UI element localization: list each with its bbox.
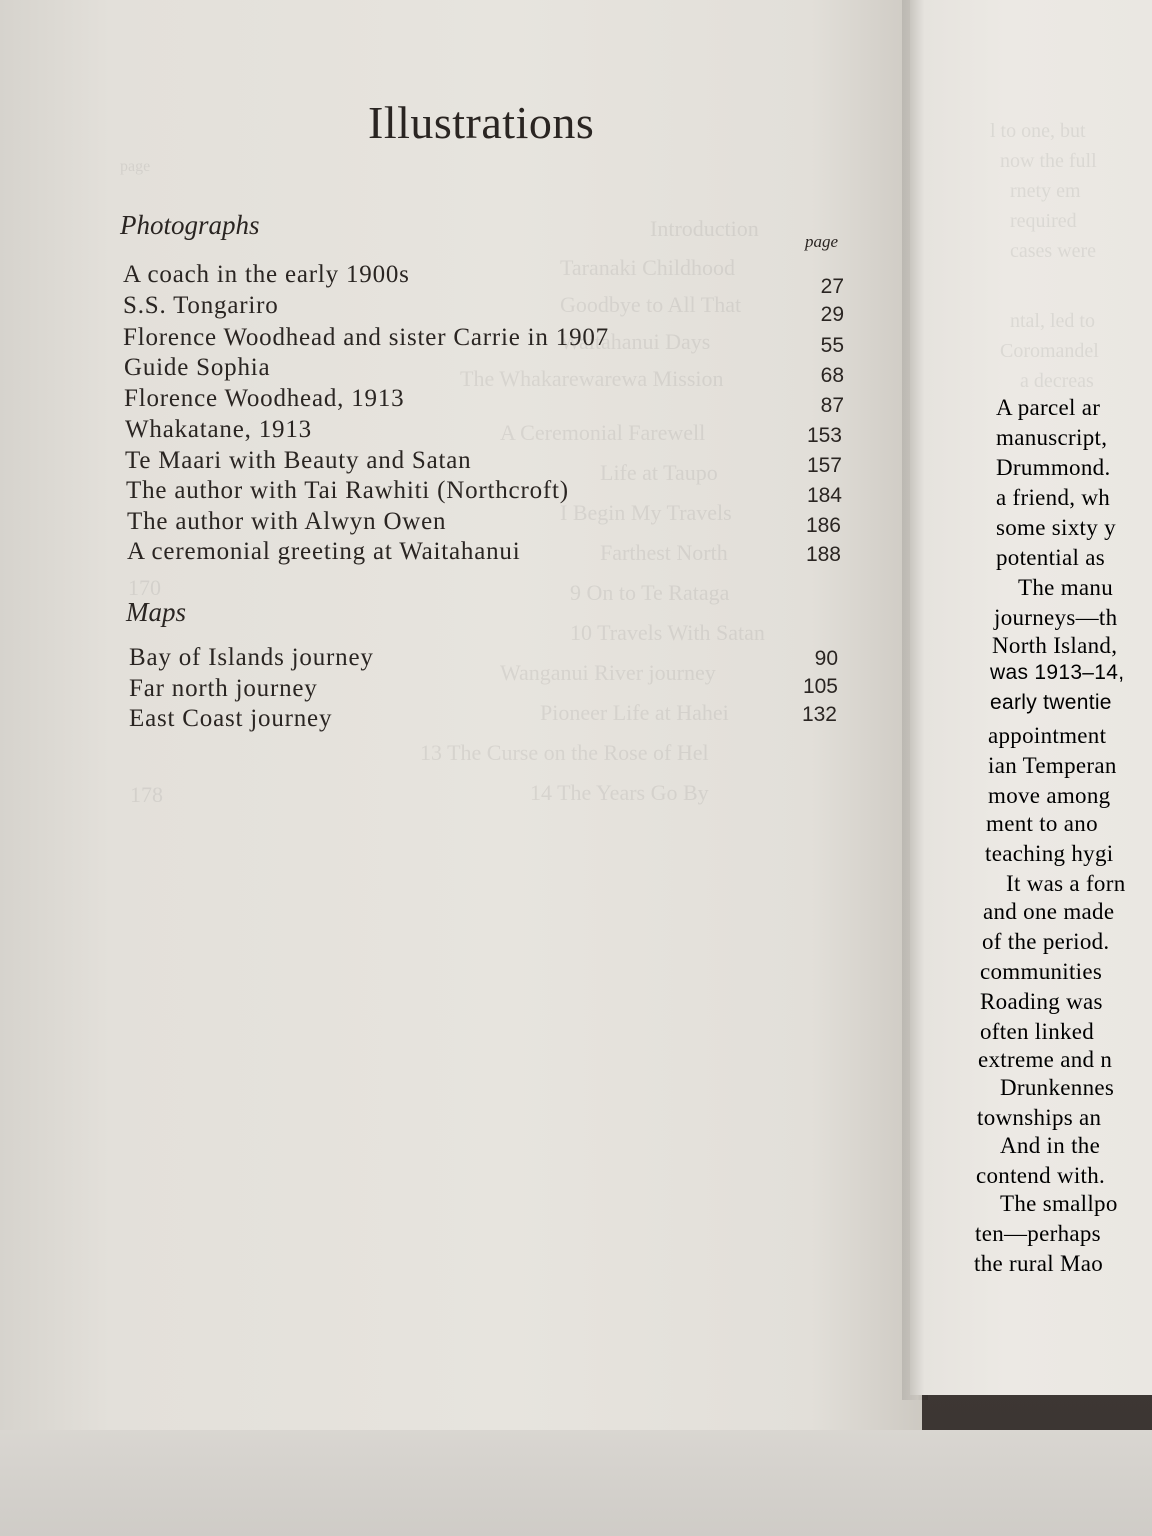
show-through-text: The Whakarewarewa Mission [460, 366, 724, 391]
body-text-line: ten—perhaps [975, 1221, 1101, 1246]
show-through-text: Life at Taupo [600, 460, 718, 485]
list-item-label: Florence Woodhead, 1913 [124, 385, 405, 412]
body-text-line: townships an [977, 1105, 1102, 1130]
body-text-line: some sixty y [996, 515, 1116, 540]
list-item-label: A coach in the early 1900s [123, 261, 410, 288]
section-heading-maps: Maps [126, 597, 186, 627]
list-item-page: 87 [820, 394, 844, 417]
body-text-line: It was a forn [1006, 871, 1126, 896]
body-text-line: North Island, [992, 633, 1118, 658]
body-text-line: the rural Mao [974, 1251, 1104, 1276]
body-text-line: The manu [1018, 575, 1114, 600]
show-through-text: page [120, 158, 151, 175]
show-through-text: l to one, but [990, 120, 1086, 142]
list-item-page: 157 [806, 454, 842, 477]
show-through-text: ntal, led to [1010, 310, 1095, 332]
list-item-page: 188 [805, 543, 841, 566]
show-through-text: now the full [1000, 150, 1097, 172]
show-through-text: 170 [128, 575, 161, 600]
page-column-label: page [805, 232, 839, 251]
list-item-page: 29 [820, 303, 844, 326]
body-text-line: Roading was [980, 989, 1103, 1014]
body-text-line: contend with. [976, 1163, 1106, 1188]
list-item-page: 27 [820, 275, 844, 298]
body-text-line: of the period. [982, 929, 1110, 954]
show-through-text: Goodbye to All That [560, 292, 742, 317]
show-through-text: a decreas [1020, 370, 1094, 392]
body-text-line: potential as [996, 545, 1105, 570]
list-item-label: Whakatane, 1913 [125, 416, 312, 443]
show-through-text: Taranaki Childhood [560, 255, 736, 280]
list-item-label: Te Maari with Beauty and Satan [125, 447, 472, 474]
list-item-label: The author with Tai Rawhiti (Northcroft) [126, 477, 569, 504]
body-text-line: A parcel ar [996, 395, 1101, 420]
show-through-text: Pioneer Life at Hahei [540, 700, 729, 725]
show-through-text: Coromandel [1000, 340, 1099, 362]
show-through-text: 9 On to Te Rataga [570, 580, 730, 605]
section-heading-photographs: Photographs [120, 210, 260, 240]
body-text-line: communities [980, 959, 1103, 984]
page-title: Illustrations [368, 97, 595, 148]
show-through-text: rnety em [1010, 180, 1081, 202]
list-item-label: Bay of Islands journey [129, 644, 374, 671]
body-text-line: ment to ano [986, 811, 1098, 836]
body-text-line: often linked [980, 1019, 1095, 1044]
list-item-page: 105 [802, 675, 838, 698]
show-through-text: Waitahanui Days [560, 329, 711, 354]
show-through-text: 13 The Curse on the Rose of Hel [420, 740, 709, 765]
list-item-label: Florence Woodhead and sister Carrie in 1907 [123, 324, 609, 351]
show-through-text: required [1010, 210, 1077, 232]
list-item-page: 68 [820, 364, 844, 387]
list-item-page: 132 [801, 703, 837, 726]
body-text-line: a friend, wh [996, 485, 1111, 510]
show-through-text: 10 Travels With Satan [570, 620, 765, 645]
body-text-line: Drummond. [996, 455, 1111, 480]
list-item-label: S.S. Tongariro [123, 292, 279, 319]
body-text-line: teaching hygi [985, 841, 1114, 866]
body-text-line: extreme and n [978, 1047, 1113, 1072]
show-through-text: Wanganui River journey [500, 660, 716, 685]
list-item-label: East Coast journey [129, 705, 333, 732]
list-item-page: 55 [820, 334, 844, 357]
body-text-line: And in the [1000, 1133, 1101, 1158]
show-through-text: Farthest North [600, 540, 728, 565]
body-text-line: and one made [983, 899, 1115, 924]
show-through-text: Introduction [650, 216, 759, 241]
body-text-line: journeys—th [994, 605, 1118, 630]
list-item-page: 186 [805, 514, 841, 537]
list-item-label: A ceremonial greeting at Waitahanui [127, 538, 521, 565]
body-text-line: move among [988, 783, 1111, 808]
show-through-text: 178 [130, 782, 163, 807]
body-text-line: was 1913–14, [990, 661, 1125, 684]
body-text-line: ian Temperan [988, 753, 1117, 778]
body-text-line: appointment [988, 723, 1107, 748]
body-text-line: early twentie [990, 691, 1112, 714]
list-item-page: 90 [814, 647, 838, 670]
show-through-text: cases were [1010, 240, 1097, 262]
show-through-text: A Ceremonial Farewell [500, 420, 706, 445]
list-item-page: 153 [806, 424, 842, 447]
show-through-text: 14 The Years Go By [530, 780, 709, 805]
list-item-label: The author with Alwyn Owen [127, 508, 447, 535]
body-text-line: The smallpo [1000, 1191, 1118, 1216]
list-item-label: Far north journey [129, 675, 318, 702]
body-text-line: manuscript, [996, 425, 1108, 450]
surface-below-book [0, 1430, 1152, 1536]
list-item-label: Guide Sophia [124, 354, 271, 381]
list-item-page: 184 [806, 484, 842, 507]
show-through-text: I Begin My Travels [560, 500, 732, 525]
body-text-line: Drunkennes [1000, 1075, 1115, 1100]
